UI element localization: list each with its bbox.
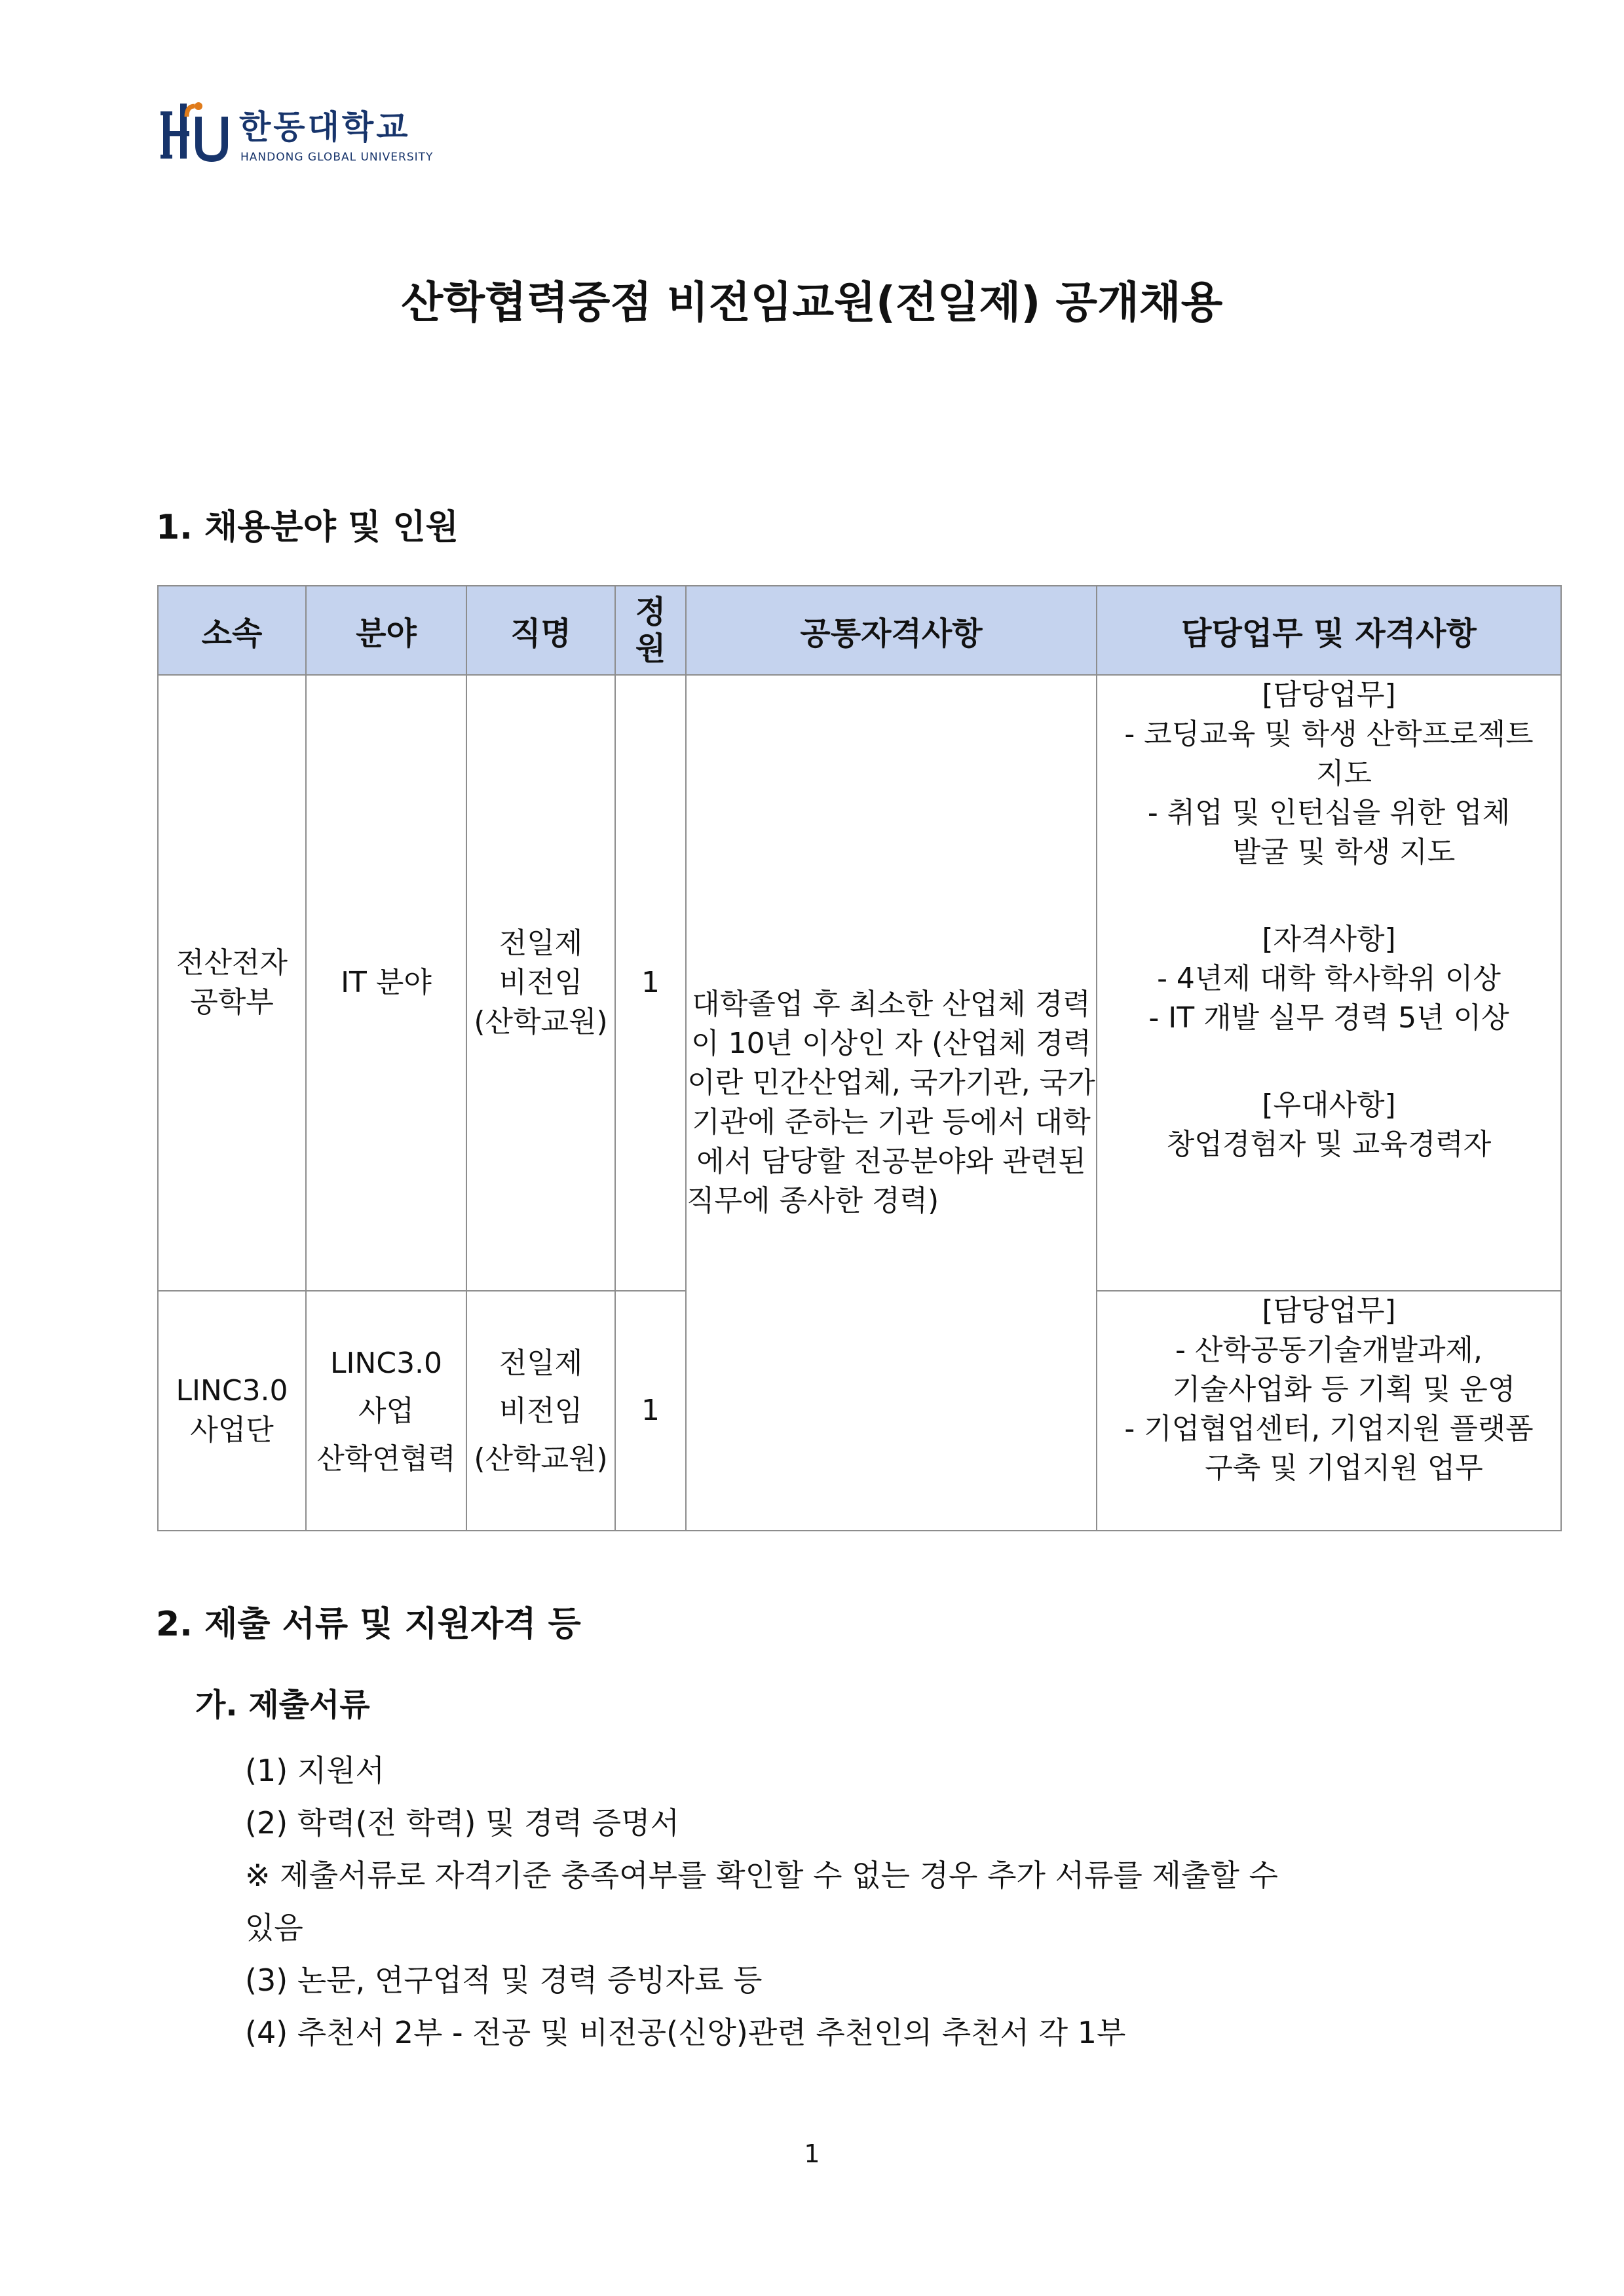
row1-affiliation-line: 공학부 [190,985,274,1019]
document-note: ※ 제출서류로 자격기준 충족여부를 확인할 수 없는 경우 추가 서류를 제출할 수 [245,1858,1278,1893]
row1-position-line: 전일제 [499,927,583,960]
row1-position [466,675,615,1291]
hgu-emblem-icon [161,97,233,169]
university-logo [161,97,436,172]
row2-position-line: 비전임 [499,1394,583,1428]
duty-line: - 코딩교육 및 학생 산학프로젝트 [1124,718,1534,751]
header-affiliation: 소속 [158,586,306,675]
duty-line: [담당업무] [1262,1294,1396,1328]
row1-duties [1097,675,1561,1291]
page-title: 산학협력중점 비전임교원(전일제) 공개채용 [401,277,1223,328]
row1-field-line: IT 분야 [341,966,432,999]
section-2-heading: 2. 제출 서류 및 지원자격 등 [156,1605,581,1644]
row2-quota: 1 [615,1291,686,1531]
row1-affiliation [158,675,306,1291]
section-1-heading: 1. 채용분야 및 인원 [156,508,459,547]
common-qualification: 대학졸업 후 최소한 산업체 경력이 10년 이상인 자 (산업체 경력이란 민간산업체, 국가기관, 국가기관에 준하는 기관 등에서 대학에서 담당할 전공분야와 관련된 직무에 종사한 경력) [686,675,1097,1531]
duty-line: [우대사항] [1262,1088,1396,1122]
header-duties-qualification: 담당업무 및 자격사항 [1097,586,1561,675]
document-item: (2) 학력(전 학력) 및 경력 증명서 [245,1805,679,1841]
row2-field-line: 사업 [358,1394,414,1428]
header-quota-line1: 정 [635,594,666,630]
page-number: 1 [804,2139,820,2168]
row2-position [466,1291,615,1531]
duty-line: 지도 [1315,757,1372,790]
duty-line: 구축 및 기업지원 업무 [1205,1451,1483,1485]
duty-line: [자격사항] [1262,923,1396,956]
row1-quota: 1 [615,675,686,1291]
header-common-qualification: 공통자격사항 [686,586,1097,675]
row2-affiliation-line: 사업단 [190,1413,274,1447]
duty-line: - IT 개발 실무 경력 5년 이상 [1148,1001,1509,1035]
header-field: 분야 [306,586,466,675]
duty-spacer [1097,872,1560,920]
document-item: (4) 추천서 2부 - 전공 및 비전공(신앙)관련 추천인의 추천서 각 1부 [245,2015,1126,2050]
logo-english-name: HANDONG GLOBAL UNIVERSITY [240,151,434,164]
row2-field-line: LINC3.0 [330,1346,443,1380]
recruitment-table [157,585,1562,1531]
row1-affiliation-line: 전산전자 [176,946,288,980]
document-note-continued: 있음 [245,1910,303,1945]
logo-korean-name: 한동대학교 [239,108,411,146]
table-header-row [158,586,1561,675]
documents-subheading: 가. 제출서류 [195,1687,370,1723]
row1-field [306,675,466,1291]
duty-line: - 4년제 대학 학사학위 이상 [1157,962,1501,995]
header-quota-line2: 원 [635,630,666,667]
duty-line: - 산학공동기술개발과제, [1175,1333,1482,1367]
duty-line: 기술사업화 등 기획 및 운영 [1172,1373,1516,1406]
row2-field [306,1291,466,1531]
duty-line: - 취업 및 인턴십을 위한 업체 [1147,796,1511,830]
row1-position-line: 비전임 [499,966,583,999]
row2-duties [1097,1291,1561,1531]
row1-position-line: (산학교원) [474,1005,608,1039]
duty-spacer [1097,1038,1560,1086]
row2-position-line: (산학교원) [474,1442,608,1476]
row2-field-line: 산학연협력 [316,1442,456,1476]
header-quota [615,586,686,675]
row2-affiliation-line: LINC3.0 [176,1374,288,1407]
row2-position-line: 전일제 [499,1346,583,1380]
table-row [158,675,1561,1291]
document-item: (3) 논문, 연구업적 및 경력 증빙자료 등 [245,1962,763,1998]
duty-line: 창업경험자 및 교육경력자 [1166,1128,1492,1161]
duty-line: - 기업협업센터, 기업지원 플랫폼 [1124,1412,1534,1445]
row2-affiliation [158,1291,306,1531]
header-position: 직명 [466,586,615,675]
duty-line: [담당업무] [1262,678,1396,712]
document-item: (1) 지원서 [245,1753,385,1788]
duty-line: 발굴 및 학생 지도 [1232,835,1456,869]
